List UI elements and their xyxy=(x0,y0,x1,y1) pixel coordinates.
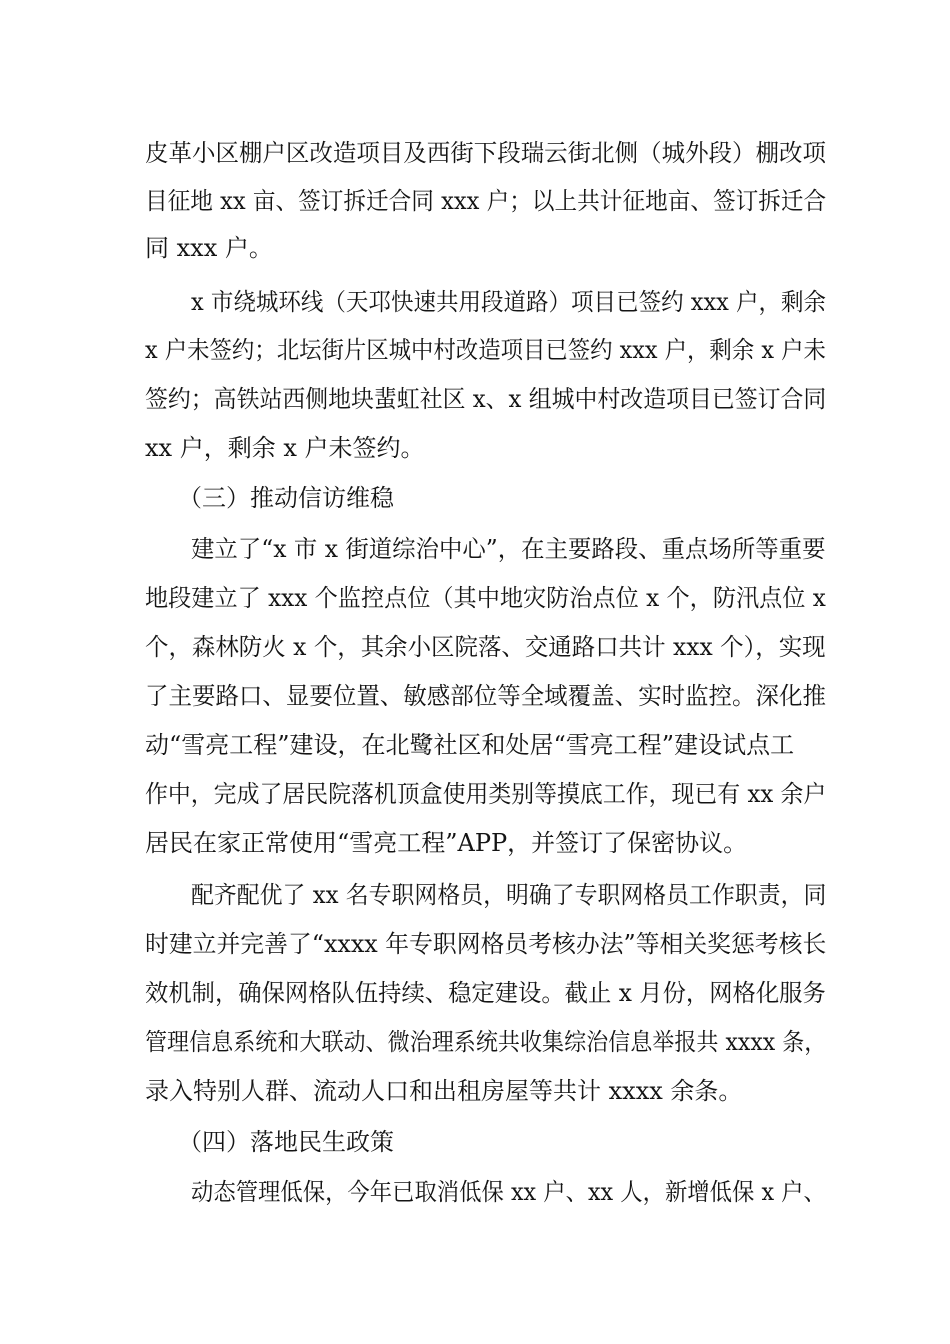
text-line: 目征地 xx 亩、签订拆迁合同 xxx 户；以上共计征地亩、签订拆迁合 xyxy=(145,187,827,215)
text-line: 作中，完成了居民院落机顶盒使用类别等摸底工作，现已有 xx 余户 xyxy=(145,780,827,808)
text-line: x 市绕城环线（天邛快速共用段道路）项目已签约 xxx 户，剩余 xyxy=(191,288,827,316)
text-line: 动“雪亮工程”建设，在北鹭社区和处居“雪亮工程”建设试点工 xyxy=(145,731,795,759)
text-line: 同 xxx 户。 xyxy=(145,234,273,262)
text-line: 个，森林防火 x 个，其余小区院落、交通路口共计 xxx 个），实现 xyxy=(145,633,826,661)
text-line: 签约；高铁站西侧地块蜚虹社区 x、x 组城中村改造项目已签订合同 xyxy=(145,385,827,413)
text-line: 皮革小区棚户区改造项目及西街下段瑞云街北侧（城外段）棚改项 xyxy=(145,139,826,167)
text-line: 地段建立了 xxx 个监控点位（其中地灾防治点位 x 个，防汛点位 x xyxy=(145,584,826,612)
text-line: 时建立并完善了“xxxx 年专职网格员考核办法”等相关奖惩考核长 xyxy=(145,930,827,958)
section-heading: （三）推动信访维稳 xyxy=(178,484,394,512)
text-line: x 户未签约；北坛街片区城中村改造项目已签约 xxx 户，剩余 x 户未 xyxy=(145,336,826,364)
text-line: 录入特别人群、流动人口和出租房屋等共计 xxxx 余条。 xyxy=(145,1077,743,1105)
text-line: 配齐配优了 xx 名专职网格员，明确了专职网格员工作职责，同 xyxy=(191,881,827,909)
text-line: 效机制，确保网格队伍持续、稳定建设。截止 x 月份，网格化服务 xyxy=(145,979,826,1007)
text-line: 居民在家正常使用“雪亮工程”APP，并签订了保密协议。 xyxy=(145,829,748,857)
text-line: xx 户，剩余 x 户未签约。 xyxy=(145,434,425,462)
text-line: 动态管理低保，今年已取消低保 xx 户、xx 人，新增低保 x 户、 xyxy=(191,1178,826,1206)
section-heading: （四）落地民生政策 xyxy=(178,1128,394,1156)
text-line: 管理信息系统和大联动、微治理系统共收集综治信息举报共 xxxx 条， xyxy=(145,1028,827,1056)
text-line: 建立了“x 市 x 街道综治中心”，在主要路段、重点场所等重要 xyxy=(191,535,826,563)
text-line: 了主要路口、显要位置、敏感部位等全域覆盖、实时监控。深化推 xyxy=(145,682,826,710)
